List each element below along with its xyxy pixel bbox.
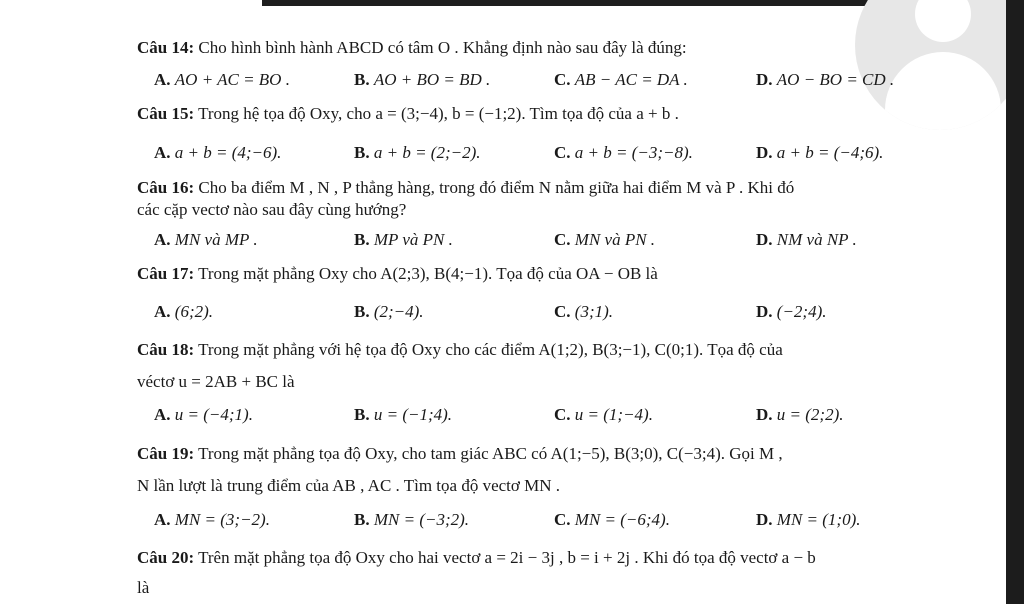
question-18: Câu 18: Trong mặt phẳng với hệ tọa độ Oxy cho các điểm A(1;2), B(3;−1), C(0;1). Tọa độ của: [137, 340, 783, 359]
q14-option-b: B. AO + BO = BD .: [354, 70, 491, 89]
question-16-line2: các cặp vectơ nào sau đây cùng hướng?: [137, 200, 407, 219]
q17-option-a: A. (6;2).: [154, 302, 214, 321]
q15-option-a: A. a + b = (4;−6).: [154, 143, 282, 162]
q18-option-a: A. u = (−4;1).: [154, 405, 253, 424]
q18-option-c: C. u = (1;−4).: [554, 405, 653, 424]
q19-option-d: D. MN = (1;0).: [756, 510, 861, 529]
q15-option-d: D. a + b = (−4;6).: [756, 143, 884, 162]
q15-option-b: B. a + b = (2;−2).: [354, 143, 481, 162]
q14-option-c: C. AB − AC = DA .: [554, 70, 688, 89]
q17-option-c: C. (3;1).: [554, 302, 614, 321]
avatar-icon: [855, 0, 1024, 130]
question-16: Câu 16: Cho ba điểm M , N , P thẳng hàng, trong đó điểm N nằm giữa hai điểm M và P . Khi đó: [137, 178, 795, 197]
q16-option-a: A. MN và MP .: [154, 230, 258, 249]
question-17: Câu 17: Trong mặt phẳng Oxy cho A(2;3), B(4;−1). Tọa độ của OA − OB là: [137, 264, 658, 283]
q19-option-a: A. MN = (3;−2).: [154, 510, 270, 529]
question-18-line2: véctơ u = 2AB + BC là: [137, 372, 295, 391]
question-19-line2: N lần lượt là trung điểm của AB , AC . Tìm tọa độ vectơ MN .: [137, 476, 561, 495]
question-14: Câu 14: Cho hình bình hành ABCD có tâm O . Khẳng định nào sau đây là đúng:: [137, 38, 687, 57]
q17-option-b: B. (2;−4).: [354, 302, 424, 321]
question-20-line2: là: [137, 578, 150, 597]
q18-option-d: D. u = (2;2).: [756, 405, 844, 424]
q19-option-b: B. MN = (−3;2).: [354, 510, 470, 529]
q17-option-d: D. (−2;4).: [756, 302, 827, 321]
right-edge-band: [1006, 0, 1024, 604]
q16-option-c: C. MN và PN .: [554, 230, 656, 249]
q16-option-d: D. NM và NP .: [756, 230, 857, 249]
q19-option-c: C. MN = (−6;4).: [554, 510, 670, 529]
q14-option-a: A. AO + AC = BO .: [154, 70, 290, 89]
q18-option-b: B. u = (−1;4).: [354, 405, 453, 424]
q15-option-c: C. a + b = (−3;−8).: [554, 143, 693, 162]
question-19: Câu 19: Trong mặt phẳng tọa độ Oxy, cho tam giác ABC có A(1;−5), B(3;0), C(−3;4). Gọi M ,: [137, 444, 783, 463]
q14-option-d: D. AO − BO = CD .: [756, 70, 895, 89]
question-15: Câu 15: Trong hệ tọa độ Oxy, cho a = (3;−4), b = (−1;2). Tìm tọa độ của a + b .: [137, 104, 679, 123]
question-20: Câu 20: Trên mặt phẳng tọa độ Oxy cho hai vectơ a = 2i − 3j , b = i + 2j . Khi đó tọa độ vectơ a − b: [137, 548, 816, 567]
q16-option-b: B. MP và PN .: [354, 230, 453, 249]
